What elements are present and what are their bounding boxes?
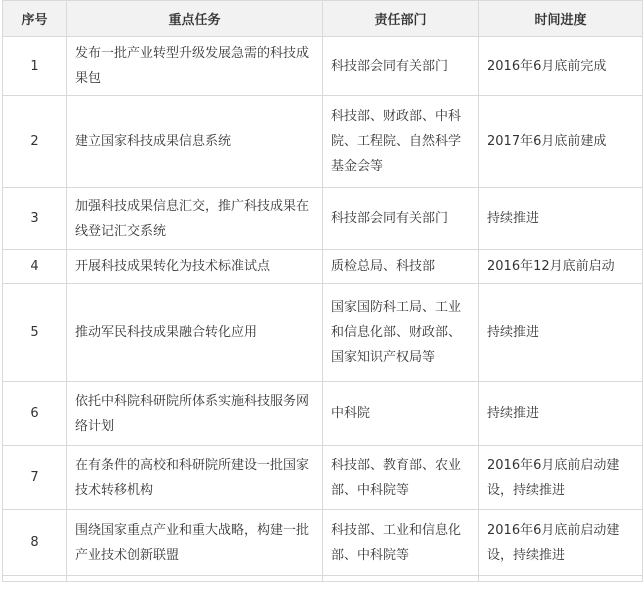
row-task: 围绕国家重点产业和重大战略，构建一批产业技术创新联盟 xyxy=(67,510,323,576)
row-no: 4 xyxy=(3,250,67,284)
row-no: 6 xyxy=(3,382,67,446)
row-time: 2016年6月底前完成 xyxy=(479,37,643,96)
row-time: 持续推进 xyxy=(479,188,643,250)
header-row xyxy=(3,1,643,37)
row-no: 8 xyxy=(3,510,67,576)
row-no: 5 xyxy=(3,284,67,382)
row-task: 加强科技成果信息汇交，推广科技成果在线登记汇交系统 xyxy=(67,188,323,250)
task-table xyxy=(2,0,643,582)
row-task: 推动军民科技成果融合转化应用 xyxy=(67,284,323,382)
row-time: 2016年6月底前启动建设，持续推进 xyxy=(479,510,643,576)
row-cut-cell xyxy=(323,576,479,582)
row-dept: 质检总局、科技部 xyxy=(323,250,479,284)
header-task: 重点任务 xyxy=(67,1,323,37)
row-cut-cell xyxy=(479,576,643,582)
row-no: 1 xyxy=(3,37,67,96)
row-no: 2 xyxy=(3,96,67,188)
row-time: 2016年6月底前启动建设，持续推进 xyxy=(479,446,643,510)
row-time: 持续推进 xyxy=(479,284,643,382)
row-task: 依托中科院科研院所体系实施科技服务网络计划 xyxy=(67,382,323,446)
row-dept: 科技部、财政部、中科院、工程院、自然科学基金会等 xyxy=(323,96,479,188)
row-time: 2017年6月底前建成 xyxy=(479,96,643,188)
table-row xyxy=(3,188,643,250)
table-row xyxy=(3,96,643,188)
page xyxy=(2,0,642,582)
header-no: 序号 xyxy=(3,1,67,37)
row-dept: 中科院 xyxy=(323,382,479,446)
header-time: 时间进度 xyxy=(479,1,643,37)
row-no: 3 xyxy=(3,188,67,250)
row-task: 发布一批产业转型升级发展急需的科技成果包 xyxy=(67,37,323,96)
table-row xyxy=(3,37,643,96)
table-row xyxy=(3,510,643,576)
row-time: 2016年12月底前启动 xyxy=(479,250,643,284)
row-time: 持续推进 xyxy=(479,382,643,446)
row-task: 开展科技成果转化为技术标准试点 xyxy=(67,250,323,284)
table-row xyxy=(3,250,643,284)
table-row xyxy=(3,284,643,382)
row-dept: 科技部会同有关部门 xyxy=(323,188,479,250)
row-dept: 科技部、工业和信息化部、中科院等 xyxy=(323,510,479,576)
row-dept: 科技部会同有关部门 xyxy=(323,37,479,96)
row-task: 在有条件的高校和科研院所建设一批国家技术转移机构 xyxy=(67,446,323,510)
row-dept: 科技部、教育部、农业部、中科院等 xyxy=(323,446,479,510)
table-row-cut xyxy=(3,576,643,582)
table-row xyxy=(3,446,643,510)
row-task: 建立国家科技成果信息系统 xyxy=(67,96,323,188)
row-no: 7 xyxy=(3,446,67,510)
row-cut-cell xyxy=(67,576,323,582)
row-dept: 国家国防科工局、工业和信息化部、财政部、国家知识产权局等 xyxy=(323,284,479,382)
row-cut-cell xyxy=(3,576,67,582)
table-row xyxy=(3,382,643,446)
header-dept: 责任部门 xyxy=(323,1,479,37)
